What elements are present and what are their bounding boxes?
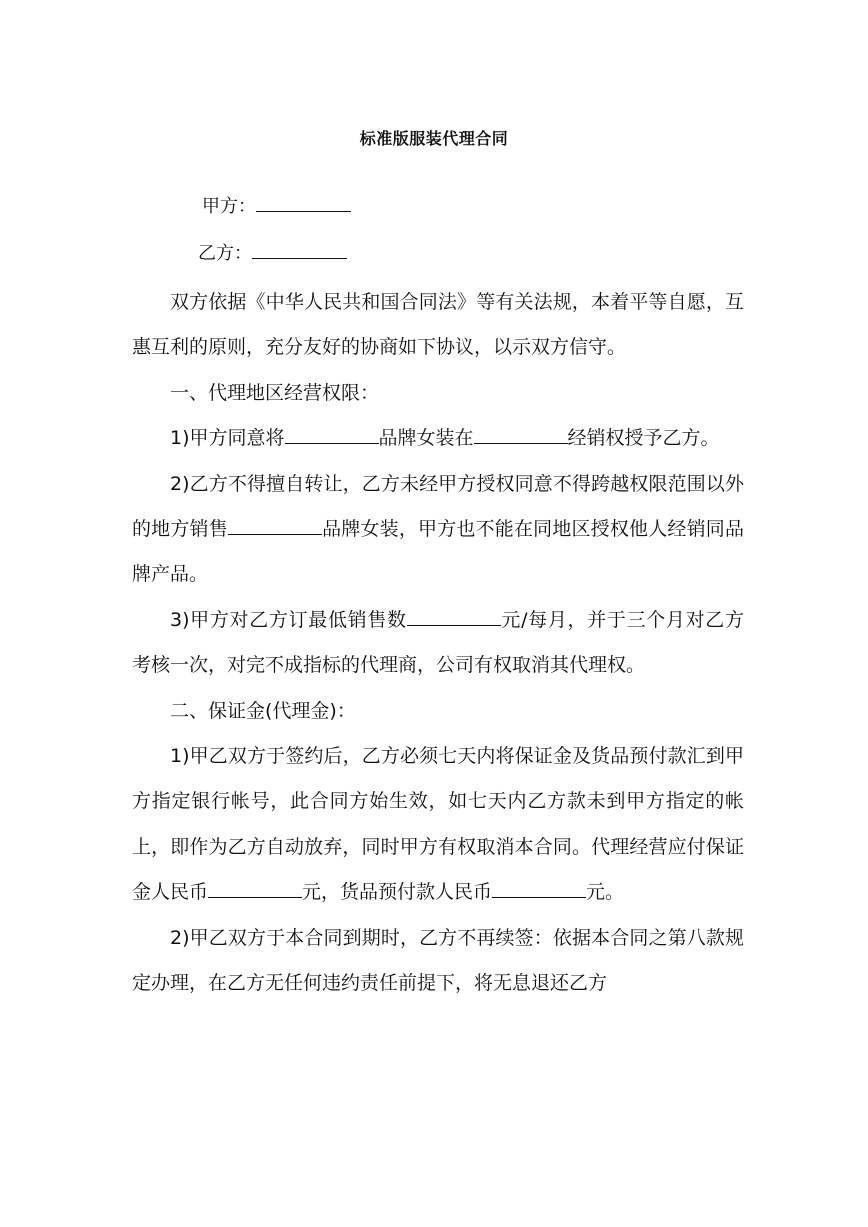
party-a-blank <box>256 193 351 212</box>
clause-2-1-text-c: 元。 <box>586 881 625 904</box>
party-b-line <box>198 240 347 266</box>
clause-1-1-text-b: 品牌女装在 <box>378 427 474 450</box>
heading-section-2: 二、保证金(代理金)： <box>170 699 356 722</box>
clause-1-3-text-b: 元/每月，并于三个月对乙方考核一次，对完不成指标的代理商，公司有权取消其代理权。 <box>132 608 744 677</box>
clause-1-1-text-c: 经销权授予乙方。 <box>567 427 720 450</box>
blank-deposit <box>208 878 302 898</box>
paragraph-preamble: 双方依据《中华人民共和国合同法》等有关法规，本着平等自愿，互惠互利的原则，充分友好的协商如下协议，以示双方信守。 <box>132 291 744 359</box>
blank-region <box>474 424 568 444</box>
clause-1-3 <box>132 598 744 689</box>
blank-min-sales <box>407 606 501 626</box>
contract-body <box>132 280 744 1007</box>
party-a-label: 甲方： <box>202 196 256 217</box>
clause-1-2 <box>132 462 744 598</box>
blank-brand <box>285 424 379 444</box>
clause-2-1-text-a: 1)甲乙双方于签约后，乙方必须七天内将保证金及货品预付款汇到甲方指定银行帐号，此合同方始生效，如七天内乙方款未到甲方指定的帐上，即作为乙方自动放弃，同时甲方有权取消本合同。代理经营应付保证金人民币 <box>132 745 744 904</box>
party-a-line <box>202 193 351 219</box>
clause-2-2: 2)甲乙双方于本合同到期时，乙方不再续签：依据本合同之第八款规定办理，在乙方无任何违约责任前提下，将无息退还乙方 <box>132 926 744 995</box>
clause-1-2-text-b: 品牌女装，甲方也不能在同地区授权他人经销同品牌产品。 <box>132 518 744 586</box>
clause-2-1 <box>132 734 744 916</box>
document-title: 标准版服装代理合同 <box>359 129 509 148</box>
blank-prepayment <box>492 878 586 898</box>
clause-1-2-text-a: 2)乙方不得擅自转让，乙方未经甲方授权同意不得跨越权限范围以外的地方销售 <box>132 472 744 541</box>
blank-brand-2 <box>228 515 322 535</box>
heading-section-1: 一、代理地区经营权限： <box>170 381 380 404</box>
party-b-blank <box>252 240 347 259</box>
clause-1-1-text-a: 1)甲方同意将 <box>170 427 285 450</box>
clause-1-1 <box>132 416 744 461</box>
clause-1-3-text-a: 3)甲方对乙方订最低销售数 <box>170 608 407 631</box>
party-b-label: 乙方： <box>198 243 252 264</box>
clause-2-1-text-b: 元，货品预付款人民币 <box>302 881 493 904</box>
